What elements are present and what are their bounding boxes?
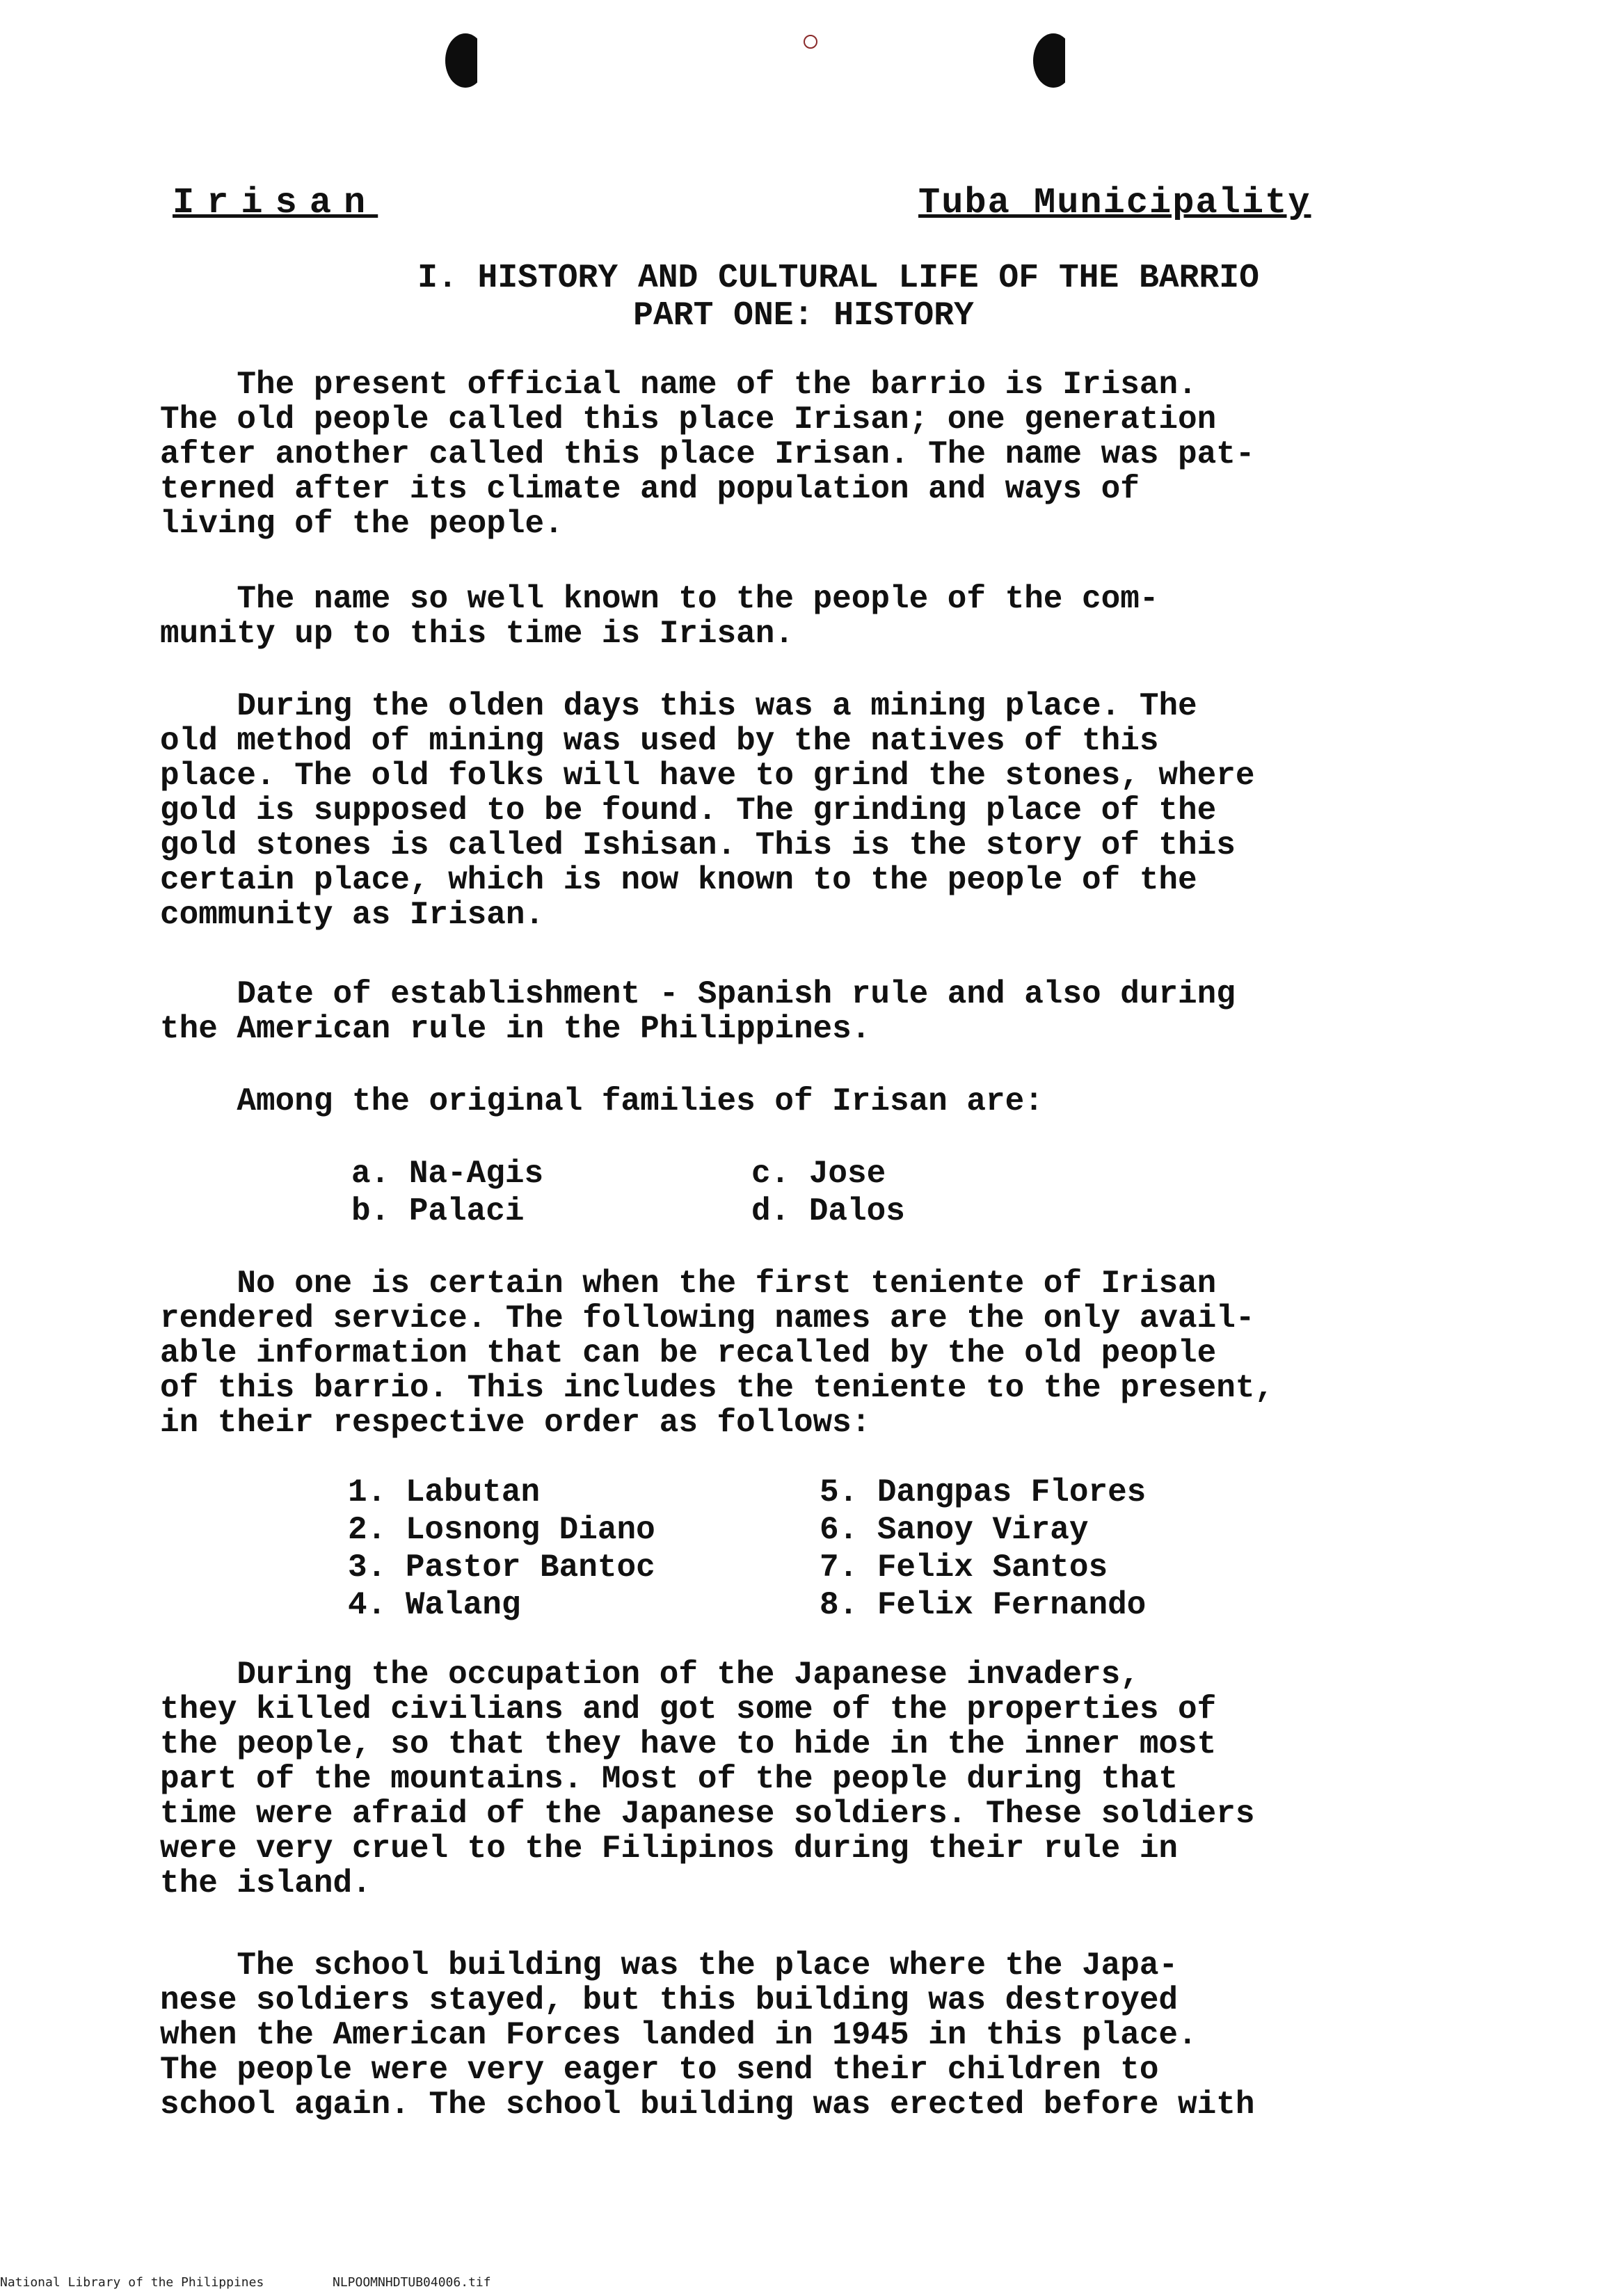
family-list-right <box>751 1155 905 1230</box>
teniente-item: 2. Losnong Diano <box>348 1512 655 1548</box>
teniente-item: 6. Sanoy Viray <box>820 1512 1089 1548</box>
footer-library: National Library of the Philippines <box>0 2275 264 2290</box>
family-item: b. Palaci <box>351 1193 525 1229</box>
stamp-mark <box>804 35 817 49</box>
teniente-list-right <box>820 1474 1146 1624</box>
family-item: c. Jose <box>751 1156 886 1192</box>
teniente-item: 8. Felix Fernando <box>820 1587 1147 1623</box>
teniente-item: 4. Walang <box>348 1587 521 1623</box>
barrio-heading: Irisan <box>173 182 378 223</box>
paragraph-official-name: The present official name of the barrio is Irisan. The old people called this place Irisan; one generation after another called this place Irisan. The name was pat- terned after its climate and population and ways of living of the people. <box>160 367 1255 542</box>
family-item: a. Na-Agis <box>351 1156 544 1192</box>
document-subtitle: PART ONE: HISTORY <box>633 297 974 335</box>
paragraph-tenientes: No one is certain when the first teniente of Irisan rendered service. The following names are the only avail- able information that can be recalled by the old people of this barrio. This includes the teniente to the present, in their respective order as follows: <box>160 1266 1275 1441</box>
paragraph-japanese-occupation: During the occupation of the Japanese invaders, they killed civilians and got some of the properties of the people, so that they have to hide in the inner most part of the mountains. Most of the people during that time were afraid of the Japanese soldiers. These soldiers were very cruel to the Filipinos during their rule in the island. <box>160 1657 1255 1902</box>
municipality-heading: Tuba Municipality <box>918 182 1311 223</box>
paragraph-school-building: The school building was the place where the Japa- nese soldiers stayed, but this building was destroyed when the American Forces landed in 1945 in this place. The people were very eager to send their children to school again. The school building was erected before with <box>160 1947 1255 2123</box>
teniente-item: 1. Labutan <box>348 1474 541 1510</box>
paragraph-original-families: Among the original families of Irisan are: <box>160 1083 1044 1119</box>
paragraph-date-establishment: Date of establishment - Spanish rule and also during the American rule in the Philippines. <box>160 976 1236 1047</box>
teniente-list-left <box>348 1474 655 1624</box>
punch-hole-left <box>445 33 486 88</box>
family-list-left <box>351 1155 543 1230</box>
teniente-item: 3. Pastor Bantoc <box>348 1549 655 1586</box>
family-item: d. Dalos <box>751 1193 905 1229</box>
punch-hole-right <box>1033 33 1073 88</box>
footer-filename: NLPOOMNHDTUB04006.tif <box>333 2275 491 2290</box>
teniente-item: 5. Dangpas Flores <box>820 1474 1147 1510</box>
teniente-item: 7. Felix Santos <box>820 1549 1108 1586</box>
paragraph-name-known: The name so well known to the people of the com- munity up to this time is Irisan. <box>160 581 1159 652</box>
document-title: I. HISTORY AND CULTURAL LIFE OF THE BARRIO <box>417 260 1259 297</box>
paragraph-mining-history: During the olden days this was a mining place. The old method of mining was used by the natives of this place. The old folks will have to grind the stones, where gold is supposed to be found. The grinding place of the gold stones is called Ishisan. This is the story of this certain place, which is now known to the people of the community as Irisan. <box>160 688 1255 933</box>
